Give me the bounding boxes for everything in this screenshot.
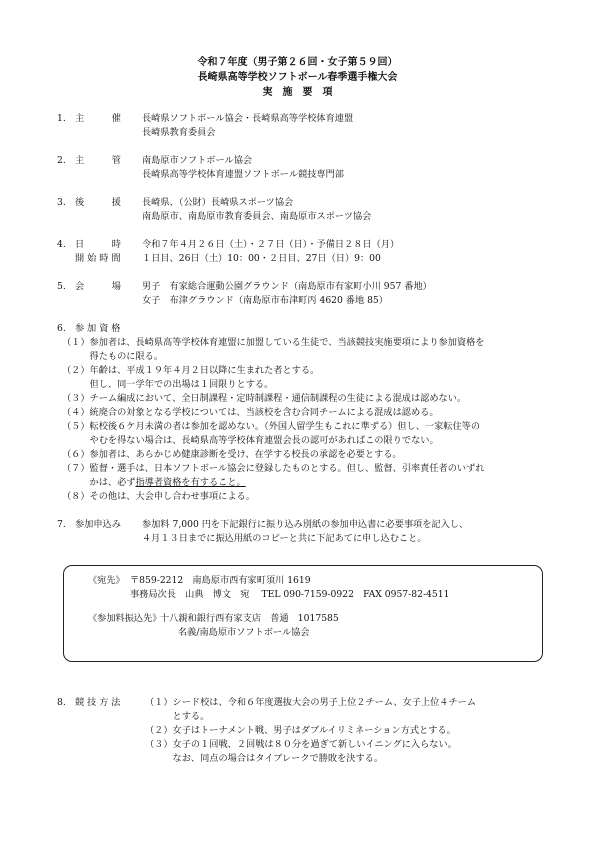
- section-7-line-2: ４月１３日までに振込用紙のコピーと共に下記あてに申し込むこと。: [142, 533, 427, 544]
- section-4-label: 4. 日 時: [57, 239, 121, 250]
- address-line-2: 事務局次長 山典 博文 宛 TEL 090-7159-0922 FAX 0957-82-4511: [130, 589, 450, 600]
- section-3-label: 3. 後 援: [57, 197, 121, 208]
- bank-label: 《参加料振込先》: [88, 613, 162, 624]
- title-line-1: 令和７年度（男子第２６回・女子第５９回）: [197, 57, 398, 68]
- section-1-line-2: 長崎県教育委員会: [142, 127, 216, 138]
- section-2-label: 2. 主 管: [57, 155, 121, 166]
- section-2-line-1: 南島原市ソフトボール協会: [142, 155, 253, 166]
- section-7-label: 7. 参加申込み: [57, 519, 121, 530]
- section-1-label: 1. 主 催: [57, 113, 121, 124]
- section-6-item: （４）統廃合の対象となる学校については、当該校を含む合同チームによる混成は認める。: [62, 407, 439, 418]
- section-6-item: [62, 477, 246, 489]
- section-2-line-2: 長崎県高等学校体育連盟ソフトボール競技専門部: [142, 169, 344, 180]
- section-8-item: （１）シード校は、令和６年度選抜大会の男子上位２チーム、女子上位４チーム: [145, 697, 477, 708]
- bank-line-1: 十八親和銀行西有家支店 普通 1017585: [160, 613, 339, 624]
- title-line-2: 長崎県高等学校ソフトボール春季選手権大会: [197, 72, 398, 83]
- section-5-label: 5. 会 場: [57, 281, 121, 292]
- section-6-item: やむを得ない場合は、長崎県高等学校体育連盟会長の認可があればこの限りでない。: [62, 435, 439, 446]
- address-label: 《宛先》: [88, 575, 125, 586]
- section-6-item: （１）参加者は、長崎県高等学校体育連盟に加盟している生徒で、当該競技実施要項により参加資格を: [62, 337, 485, 348]
- section-5-line-1: 男子 有家総合運動公園グラウンド（南島原市有家町小川 957 番地）: [142, 281, 432, 292]
- section-4-line-1: 令和７年４月２６日（土）・２７日（日）・予備日２８日（月）: [142, 239, 400, 250]
- section-6-underlined-text: 指導者資格を有すること。: [135, 477, 246, 488]
- section-6-label: 6. 参 加 資 格: [57, 323, 121, 334]
- section-6-item: （５）転校後６ケ月未満の者は参加を認めない。（外国人留学生もこれに準ずる）但し、一家転住等の: [62, 421, 481, 432]
- section-7-line-1: 参加料 7,000 円を下記銀行に振り込み別紙の参加申込書に必要事項を記入し、: [142, 519, 469, 530]
- section-5-line-2: 女子 布津グラウンド（南島原市布津町丙 4620 番地 85）: [142, 295, 388, 306]
- section-6-item: （３）チーム編成において、全日制課程・定時制課程・通信制課程の生徒による混成は認めない。: [62, 393, 467, 404]
- section-8-item: （３）女子の１回戦、２回戦は８０分を過ぎて新しいイニングに入らない。: [145, 739, 457, 750]
- section-6-item: （２）年齢は、平成１９年４月２日以降に生まれた者とする。: [62, 365, 320, 376]
- section-6-item: 得たものに限る。: [62, 351, 164, 362]
- title-line-3: 実 施 要 項: [262, 87, 333, 98]
- bank-line-2: 名義/南島原市ソフトボール協会: [178, 627, 310, 638]
- section-6-item: （７）監督・選手は、日本ソフトボール協会に登録したものとする。但し、監督、引率責任者のいずれ: [62, 463, 485, 474]
- section-8-label: 8. 競 技 方 法: [57, 697, 121, 708]
- section-6-item: （６）参加者は、あらかじめ健康診断を受け、在学する校長の承認を必要とする。: [62, 449, 402, 460]
- section-4-sublabel: 開 始 時 間: [75, 253, 121, 264]
- section-1-line-1: 長崎県ソフトボール協会・長崎県高等学校体育連盟: [142, 113, 354, 124]
- section-8-item: なお、同点の場合はタイブレークで勝敗を決する。: [145, 753, 384, 764]
- section-6-item-text: かは、必ず: [62, 477, 136, 488]
- section-3-line-1: 長崎県、（公財）長崎県スポーツ協会: [142, 197, 294, 208]
- section-3-line-2: 南島原市、南島原市教育委員会、南島原市スポーツ協会: [142, 211, 372, 222]
- section-4-line-2: １日目、26日（土）10：00・２日目、27日（日）9：00: [142, 253, 381, 264]
- section-8-item: （２）女子はトーナメント戦、男子はダブルイリミネーション方式とする。: [145, 725, 456, 736]
- address-line-1: 〒859-2212 南島原市西有家町須川 1619: [130, 575, 311, 586]
- section-6-item: 但し、同一学年での出場は１回限りとする。: [62, 379, 274, 390]
- section-8-item: とする。: [145, 711, 210, 722]
- section-6-item: （８）その他は、大会申し合わせ事項による。: [62, 491, 255, 502]
